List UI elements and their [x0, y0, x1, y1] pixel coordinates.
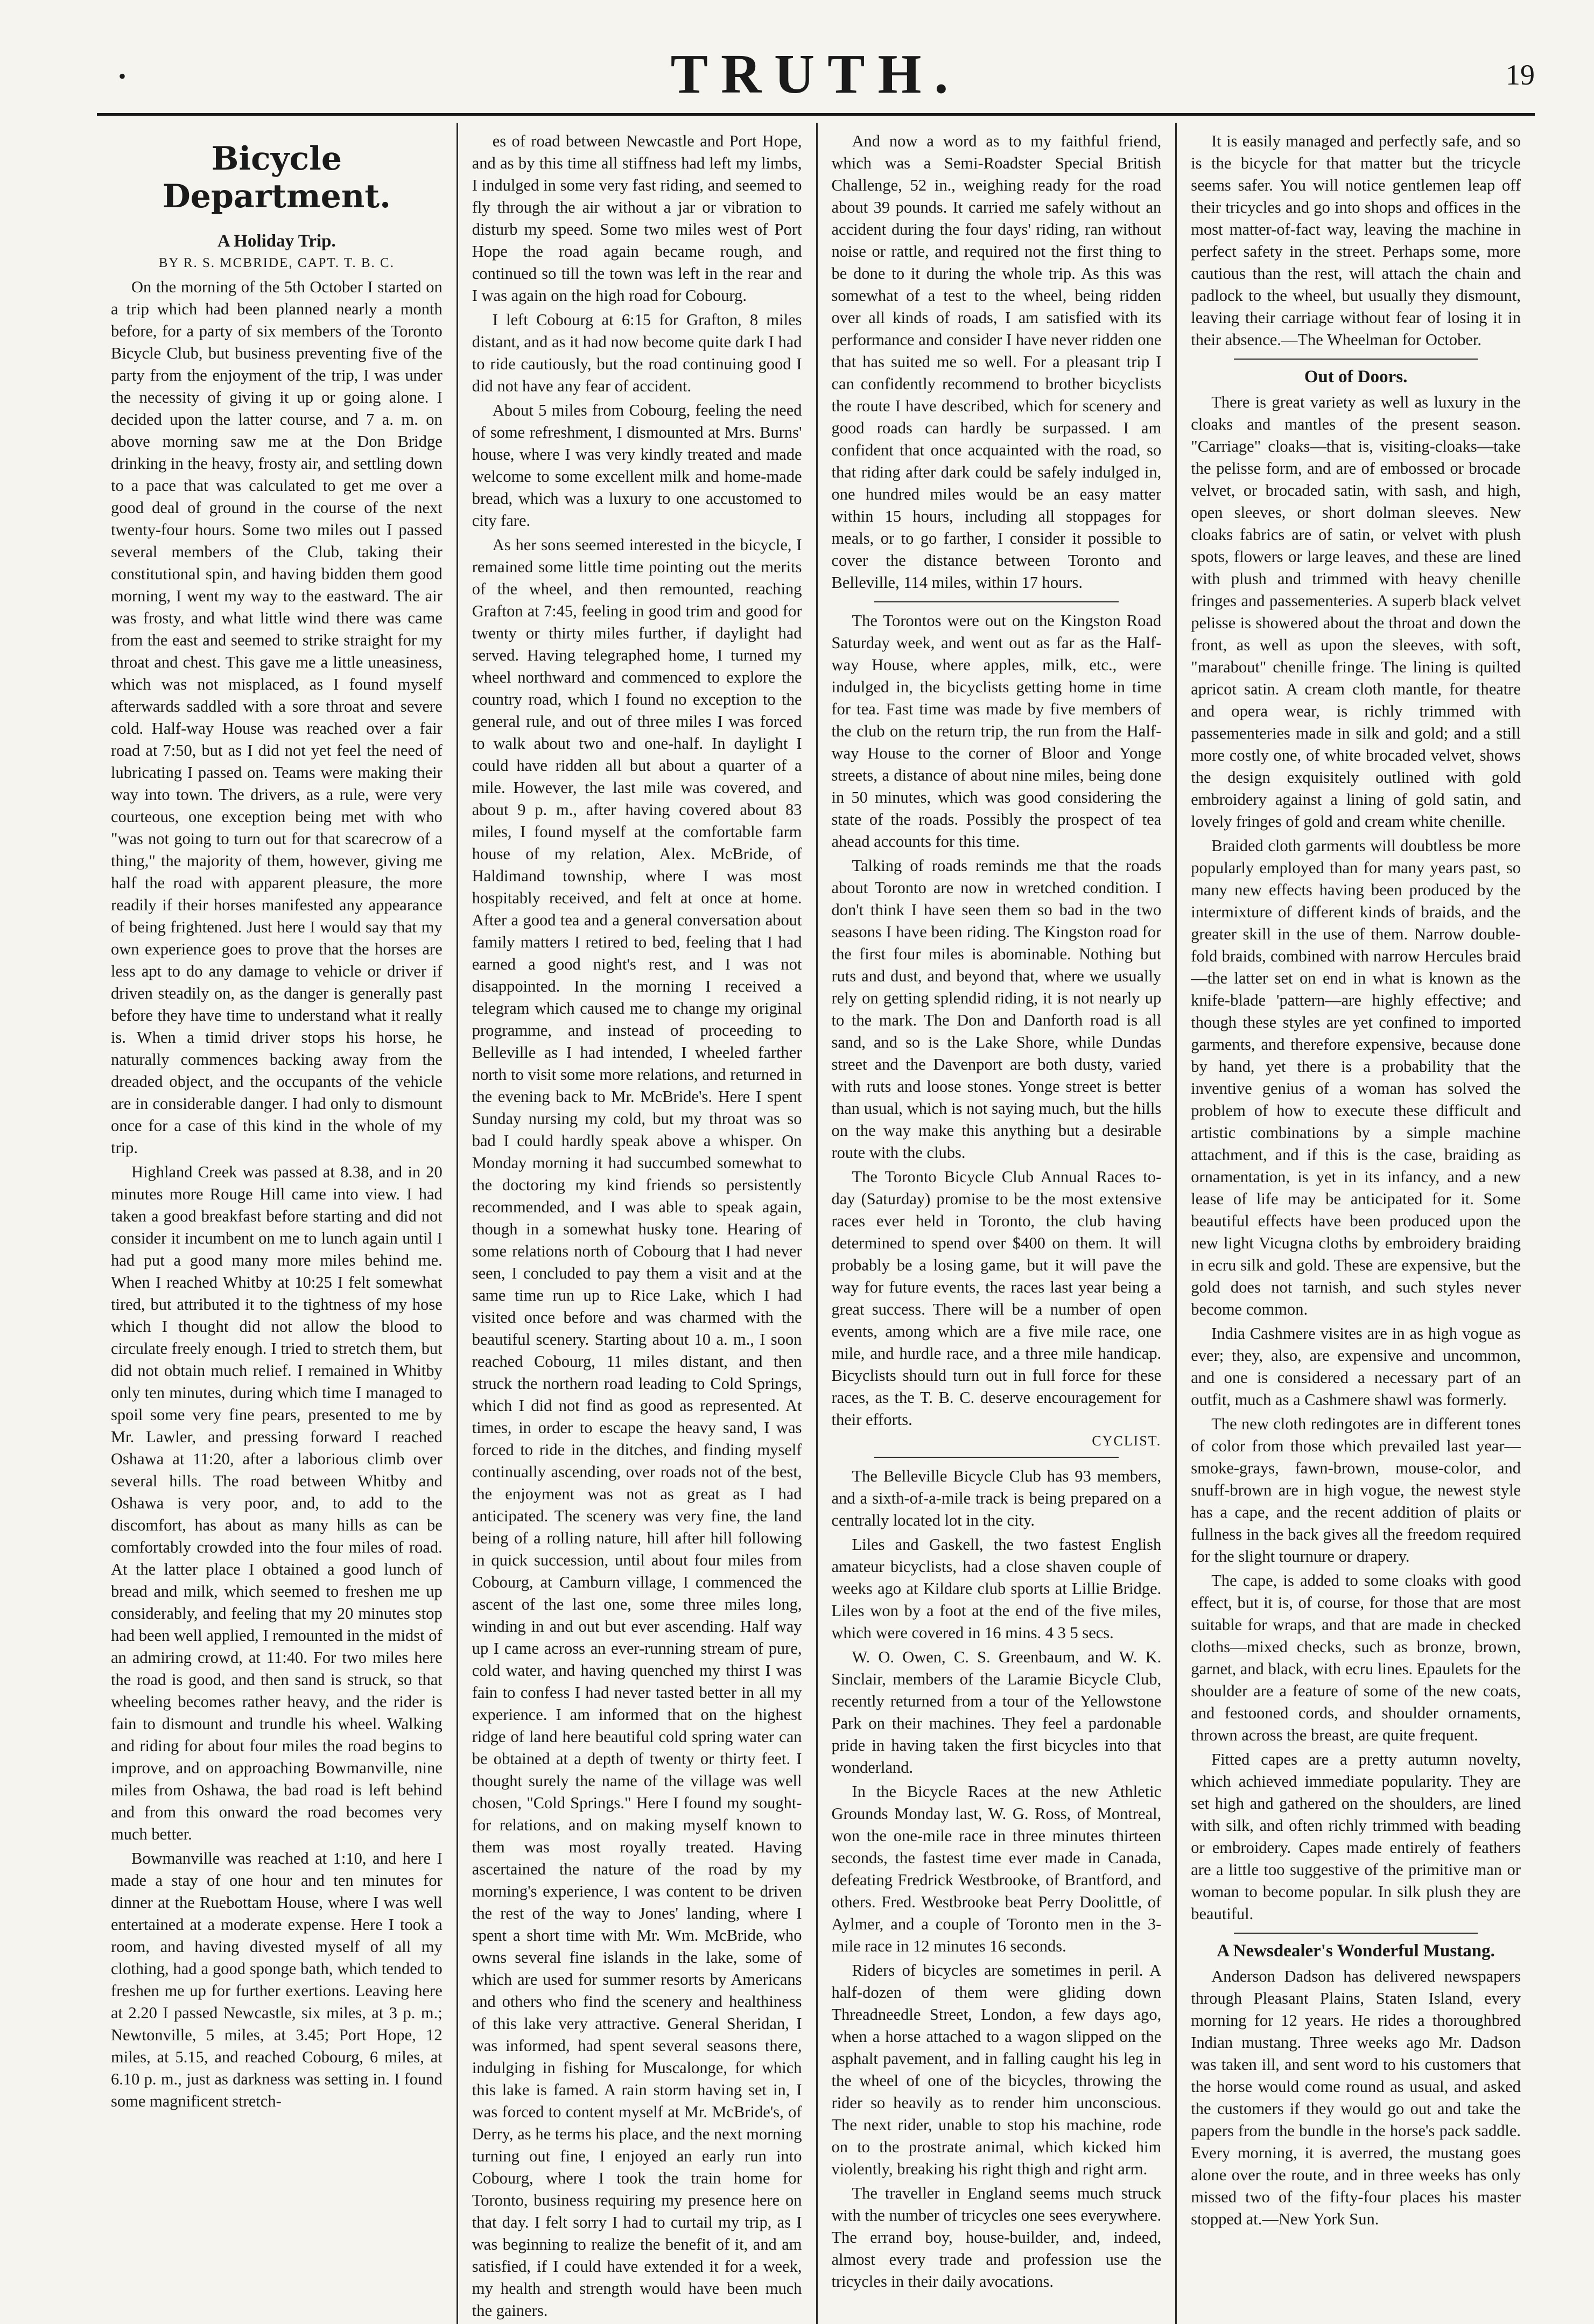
column-2	[457, 123, 816, 2324]
column-3	[816, 123, 1176, 2324]
article-paragraph: Talking of roads reminds me that the roads about Toronto are now in wretched condition. I don't think I have seen them so bad in the two seasons I have been riding. The Kingston road for the first four miles is abominable. Nothing but ruts and dust, and beyond that, where we usually rely on getting splendid riding, it is not nearly up to the mark. The Don and Danforth road is all sand, and so is the Lake Shore, while Dundas street and the Davenport are both dusty, varied with ruts and loose stones. Yonge street is better than usual, which is not saying much, but the hills on the way make this anything but a desirable route with the clubs.	[831, 856, 1162, 1162]
article-paragraph: There is great variety as well as luxury in the cloaks and mantles of the present season. "Carriage" cloaks—that is, visiting-cloaks—take the pelisse form, and are of embossed or brocade velvet, or brocaded satin, with sash, and high, open sleeves, or short dolman sleeves. New cloaks fabrics are of satin, or velvet with plush spots, flowers or large leaves, and these are lined with plush and trimmed with heavy chenille fringes and passementeries. A superb black velvet pelisse is showered about the throat and down the front, as well as upon the sleeves, with soft, "marabout" chenille fringe. The lining is quilted apricot satin. A cream cloth mantle, for theatre and opera wear, is richly trimmed with passementeries made in silk and gold; and a still more costly one, of white brocaded velvet, shows the design exquisitely outlined with gold embroidery against a lining of gold satin, and lovely fringes of gold and cream white chenille.	[1191, 393, 1521, 831]
article-headline: Out of Doors.	[1304, 367, 1408, 387]
article-paragraph: Liles and Gaskell, the two fastest English amateur bicyclists, had a close shaven couple of weeks ago at Kildare club sports at Lillie Bridge. Liles won by a foot at the end of the five miles, which were covered in 16 mins. 4 3 5 secs.	[831, 1535, 1162, 1642]
article-paragraph: And now a word as to my faithful friend, which was a Semi-Roadster Special British Challenge, 52 in., weighing ready for the road about 39 pounds. It carried me safely without an accident during the four days' riding, ran without noise or rattle, and required not the first thing to be done to it during the whole trip. As this was somewhat of a test to the wheel, being ridden over all kinds of roads, I am satisfied with its performance and consider I have never ridden one that has suited me so well. For a pleasant trip I can confidently recommend to brother bicyclists the route I have described, which for scenery and good roads can hardly be surpassed. I am confident that once acquainted with the road, so that riding after dark could be safely indulged in, one hundred miles would be an easy matter within 15 hours, including all stoppages for meals, or to go farther, I consider it possible to cover the distance between Toronto and Belleville, 114 miles, within 17 hours.	[831, 132, 1162, 592]
masthead-rule	[97, 113, 1535, 116]
masthead	[97, 32, 1535, 118]
article-paragraph: The new cloth redingotes are in different tones of color from those which prevailed last year—smoke-grays, fawn-brown, mouse-color, and snuff-brown are in high vogue, the newest style has a cape, and the recent addition of plaits or fullness in the back gives all the freedom required for the slight tournure or drapery.	[1191, 1415, 1521, 1565]
article-paragraph: es of road between Newcastle and Port Hope, and as by this time all stiffness had left my limbs, I indulged in some very fast riding, and seemed to fly through the air without a jar or vibration to disturb my speed. Some two miles west of Port Hope the road again became rough, and continued so till the town was left in the rear and I was again on the high road for Cobourg.	[472, 132, 802, 305]
article-paragraph: Braided cloth garments will doubtless be more popularly employed than for many years past, so many new effects having been produced by the intermixture of different kinds of braids, and the greater skill in the use of them. Narrow double-fold braids, combined with narrow Hercules braid—the latter set on end in what is known as the knife-blade 'pattern—are highly effective; and though these styles are yet confined to imported garments, and therefore expensive, because done by hand, yet there is a probability that the inventive genius of a woman has solved the problem of how to execute these difficult and artistic combinations by a simple machine attachment, and if this is the case, braiding as ornamentation, is yet in its infancy, and a new lease of life may be anticipated for it. Some beautiful effects have been produced upon the new light Vicugna cloths by embroidery braiding in ecru silk and gold. These are expensive, but the gold does not tarnish, and such styles never become common.	[1191, 837, 1521, 1318]
article-headline: A Newsdealer's Wonderful Mustang.	[1217, 1941, 1495, 1961]
article-paragraph: Anderson Dadson has delivered newspapers through Pleasant Plains, Staten Island, every morning for 12 years. He rides a thoroughbred Indian mustang. Three weeks ago Mr. Dadson was taken ill, and sent word to his customers that the horse would come round as usual, and asked the customers if they would go out and take the papers from the bundle in the horse's pack saddle. Every morning, it is averred, the mustang goes alone over the route, and in three weeks has only missed two of the fifty-four places his master stopped at.—New York Sun.	[1191, 1967, 1521, 2228]
article-separator	[1234, 359, 1478, 360]
article-byline: BY R. S. MCBRIDE, CAPT. T. B. C.	[158, 256, 395, 270]
article-paragraph: I left Cobourg at 6:15 for Grafton, 8 miles distant, and as it had now become quite dark I had to ride cautiously, but the road continuing good I did not have any fear of accident.	[472, 311, 802, 395]
masthead-title: TRUTH.	[670, 43, 961, 105]
article-paragraph: About 5 miles from Cobourg, feeling the need of some refreshment, I dismounted at Mrs. Burns' house, where I was very kindly treated and made welcome to some excellent milk and home-made bread, which was a luxury to one accustomed to city fare.	[472, 401, 802, 530]
column-4	[1175, 123, 1535, 2324]
article-headline: A Holiday Trip.	[217, 231, 336, 251]
column-body	[1191, 130, 1521, 2230]
column-body	[111, 276, 443, 2112]
article-paragraph: The cape, is added to some cloaks with good effect, but it is, of course, for those that are most suitable for wraps, and that are made in checked cloths—mixed checks, such as bronze, brown, garnet, and black, with ecru lines. Epaulets for the shoulder are a feature of some of the new coats, and festooned cords, and shoulder ornaments, thrown across the breast, are quite frequent.	[1191, 1571, 1521, 1744]
article-paragraph: In the Bicycle Races at the new Athletic Grounds Monday last, W. G. Ross, of Montreal, won the one-mile race in three minutes thirteen seconds, the fastest time ever made in Canada, defeating Fredrick Westbrooke, of Brantford, and others. Fred. Westbrooke beat Perry Doolittle, of Aylmer, and a couple of Toronto men in the 3-mile race in 12 minutes 16 seconds.	[831, 1782, 1162, 1955]
article-paragraph: As her sons seemed interested in the bicycle, I remained some little time pointing out the merits of the wheel, and then remounted, reaching Grafton at 7:45, feeling in good trim and good for twenty or thirty miles further, if daylight had served. Having telegraphed home, I turned my wheel northward and commenced to explore the country road, which I found no exception to the general rule, and out of three miles I was forced to walk about two and one-half. In daylight I could have ridden all but about a quarter of a mile. However, the last mile was covered, and about 9 p. m., after having covered about 83 miles, I found myself at the comfortable farm house of my relation, Alex. McBride, of Haldimand township, where I was most hospitably received, and felt at once at home. After a good tea and a general conversation about family matters I retired to bed, feeling that I had earned a good night's rest, and I was not disappointed. In the morning I received a telegram which caused me to change my original programme, and instead of proceeding to Belleville as I had intended, I wheeled farther north to visit some more relations, and returned in the evening back to Mr. McBride's. Here I spent Sunday nursing my cold, but my throat was so bad I could hardly speak above a whisper. On Monday morning it had succumbed somewhat to the doctoring my kind friends so persistently recommended, and I was able to speak again, though in a somewhat husky tone. Hearing of some relations north of Cobourg that I had never seen, I concluded to pay them a visit and at the same time run up to Rice Lake, which I had visited once before and was charmed with the beautiful scenery. Starting about 10 a. m., I soon reached Cobourg, 11 miles distant, and then struck the northern road leading to Cold Springs, which I did not find as good as represented. At times, in order to escape the heavy sand, I was forced to ride in the ditches, and finding myself continually ascending, over roads not of the best, the enjoyment was not as great as I had anticipated. The scenery was very fine, the land being of a rolling nature, hill after hill following in quick succession, until about four miles from Cobourg, at Camburn village, I commenced the ascent of the last one, some three miles long, winding in and out but ever ascending. Half way up I came across an ever-running stream of pure, cold water, and having quenched my thirst I was fain to confess I had never tasted better in all my experience. I am informed that on the highest ridge of land here beautiful cold spring water can be obtained at a depth of twenty or thirty feet. I thought surely the name of the village was well chosen, "Cold Springs." Here I found my sought-for relations, and on making myself known to them was most royally treated. Having ascertained the nature of the road by my morning's experience, I was content to be driven the rest of the way to Jones' landing, where I spent a short time with Mr. Wm. McBride, who owns several fine islands in the lake, some of which are used for summer resorts by Americans and others who find the scenery and healthiness of this lake very attractive. General Sheridan, I was informed, had spent several seasons there, indulging in fishing for Muscalonge, for which this lake is famed. A rain storm having set in, I was forced to content myself at Mr. McBride's, of Derry, as he terms his place, and the next morning turning out fine, I enjoyed an early run into Cobourg, where I took the train home for Toronto, business requiring my presence here on that day. I felt sorry I had to curtail my trip, as I was beginning to realize the benefit of it, and am satisfied, if I could have extended it for a week, my health and strength would have been much the gainers.	[472, 536, 802, 2320]
article-paragraph: India Cashmere visites are in as high vogue as ever; they, also, are expensive and uncommon, and one is considered a necessary part of an outfit, much as a Cashmere shawl was formerly.	[1191, 1324, 1521, 1409]
article-paragraph: Highland Creek was passed at 8.38, and in 20 minutes more Rouge Hill came into view. I had taken a good breakfast before starting and did not consider it incumbent on me to lunch again until I had put a good many more miles behind me. When I reached Whitby at 10:25 I felt somewhat tired, but attributed it to the tightness of my hose which I thought did not allow the blood to circulate freely enough. I tried to stretch them, but did not obtain much relief. I remained in Whitby only ten minutes, during which time I managed to spoil some very fine pears, presented to me by Mr. Lawler, and pressing forward I reached Oshawa at 11:20, after a laborious climb over several hills. The road between Whitby and Oshawa is very poor, and, to add to the discomfort, has about as many hills as can be comfortably crowded into the four miles of road. At the latter place I obtained a good lunch of bread and milk, which seemed to freshen me up considerably, and feeling that my 20 minutes stop had been well applied, I remounted in the midst of an admiring crowd, at 11:40. For two miles here the road is good, and then sand is struck, so that wheeling becomes rather heavy, and the rider is fain to dismount and trundle his wheel. Walking and riding for about four miles the road begins to improve, and on approaching Bowmanville, nine miles from Oshawa, the bad road is left behind and from this onward the road becomes very much better.	[111, 1163, 443, 1843]
article-paragraph: The traveller in England seems much struck with the number of tricycles one sees everywhere. The errand boy, house-builder, and, indeed, almost every trade and profession use the tricycles in their daily avocations.	[831, 2184, 1162, 2291]
article-paragraph: The Belleville Bicycle Club has 93 members, and a sixth-of-a-mile track is being prepared on a centrally located lot in the city.	[831, 1467, 1162, 1529]
article-separator	[874, 1457, 1118, 1458]
masthead-ornament: •	[118, 64, 127, 88]
article-separator	[874, 601, 1118, 602]
article-paragraph: The Toronto Bicycle Club Annual Races to-day (Saturday) promise to be the most extensive races ever held in Toronto, the club having determined to spend over $400 on them. It will probably be a losing game, but it will pave the way for future events, the races last year being a great success. There will be a number of open events, among which are a five mile race, one mile, and hurdle race, and a three mile handicap. Bicyclists should turn out in full force for these races, as the T. B. C. deserve encouragement for their efforts.	[831, 1168, 1162, 1429]
article-signature: CYCLIST.	[1092, 1433, 1162, 1449]
article-paragraph: Riders of bicycles are sometimes in peril. A half-dozen of them were gliding down Threadneedle Street, London, a few days ago, when a horse attached to a wagon slipped on the asphalt pavement, and in falling caught his leg in the wheel of one of the bicycles, throwing the rider so heavily as to render him unconscious. The next rider, unable to stop his machine, rode on to the prostrate animal, which kicked him violently, breaking his right thigh and right arm.	[831, 1961, 1162, 2178]
page-number: 19	[1506, 59, 1535, 91]
column-1	[97, 123, 457, 2324]
article-paragraph: Bowmanville was reached at 1:10, and here I made a stay of one hour and ten minutes for dinner at the Ruebottam House, where I was well entertained at a moderate expense. Here I took a room, and having divested myself of all my clothing, had a good sponge bath, which tended to freshen me up for further exertions. Leaving here at 2.20 I passed Newcastle, six miles, at 3 p. m.; Newtonville, 5 miles, at 3.45; Port Hope, 12 miles, at 5.15, and reached Cobourg, 6 miles, at 6.10 p. m., just as darkness was setting in. I found some magnificent stretch-	[111, 1849, 443, 2110]
article-separator	[1234, 1933, 1478, 1934]
article-paragraph: The Torontos were out on the Kingston Road Saturday week, and went out as far as the Half-way House, where apples, milk, etc., were indulged in, the bicyclists getting home in time for tea. Fast time was made by five members of the club on the return trip, the run from the Half-way House to the corner of Bloor and Yonge streets, a distance of about nine miles, being done in 50 minutes, which was good considering the state of the roads. Possibly the prospect of tea ahead accounts for this time.	[831, 612, 1162, 851]
article-paragraph: On the morning of the 5th October I started on a trip which had been planned nearly a month before, for a party of six members of the Toronto Bicycle Club, but business preventing five of the party from the enjoyment of the trip, I was under the necessity of giving it up or going alone. I decided upon the latter course, and 7 a. m. on above morning saw me at the Don Bridge drinking in the heavy, frosty air, and settling down to a pace that was calculated to get me over a good deal of ground in the course of the next twenty-four hours. Some two miles out I passed several members of the Club, taking their constitutional spin, and having bidden them good morning, I went my way to the eastward. The air was frosty, and what little wind there was came from the east and seemed to strike straight for my throat and chest. This gave me a little uneasiness, which was not misplaced, as I found myself afterwards saddled with a sore throat and severe cold. Half-way House was reached over a fair road at 7:50, but as I did not yet feel the need of lubricating I passed on. Teams were making their way into town. The drivers, as a rule, were very courteous, one exception being met with who "was not going to turn out for that scarecrow of a thing," the majority of them, however, giving me half the road with apparent pleasure, the more readily if their horses manifested any appearance of being frightened. Just here I would say that my own experience goes to prove that the horses are less apt to do any damage to vehicle or driver if driven steadily on, as the danger is generally past before they have time to understand what it really is. When a timid driver stops his horse, he naturally commences backing away from the dreaded object, and the occupants of the vehicle are in considerable danger. I had only to dismount once for a case of this kind in the whole of my trip.	[111, 278, 443, 1157]
department-heading: Bicycle Department.	[162, 140, 391, 215]
column-body	[832, 130, 1162, 2293]
article-paragraph: W. O. Owen, C. S. Greenbaum, and W. K. Sinclair, members of the Laramie Bicycle Club, recently returned from a tour of the Yellowstone Park on their machines. They feel a pardonable pride in having taken the first bicycles into that wonderland.	[831, 1648, 1162, 1777]
columns	[97, 123, 1535, 2320]
article-paragraph: It is easily managed and perfectly safe, and so is the bicycle for that matter but the tricycle seems safer. You will notice gentlemen leap off their tricycles and go into shops and offices in the most matter-of-fact way, leaving the machine in perfect safety in the street. Perhaps some, more cautious than the rest, will attach the chain and padlock to the wheel, but usually they dismount, leaving their carriage without fear of losing it in their absence.—The Wheelman for October.	[1191, 132, 1521, 349]
article-paragraph: Fitted capes are a pretty autumn novelty, which achieved immediate popularity. They are set high and gathered on the shoulders, are lined with silk, and often richly trimmed with beading or embroidery. Capes made entirely of feathers are a little too suggestive of the primitive man or woman to become popular. In silk plush they are beautiful.	[1191, 1750, 1521, 1923]
column-body	[472, 130, 802, 2322]
